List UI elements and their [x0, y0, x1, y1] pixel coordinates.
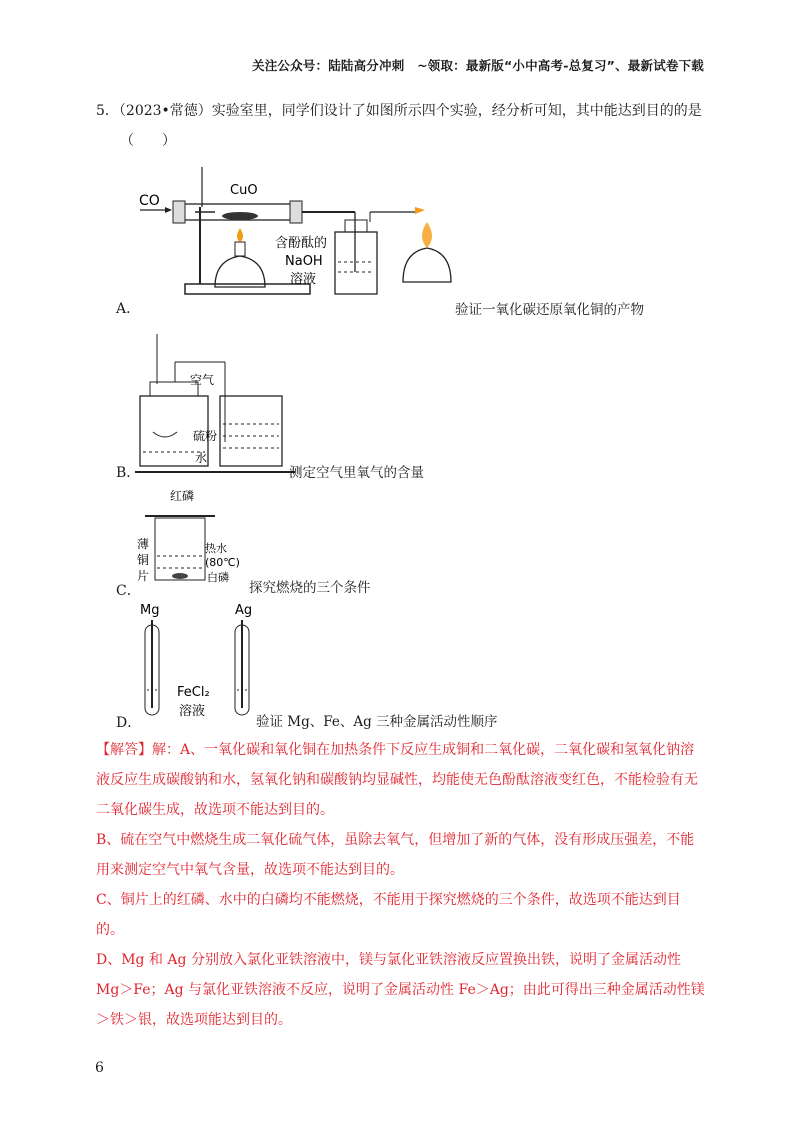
answer-paragraph-b: B、硫在空气中燃烧生成二氧化硫气体，虽除去氧气，但增加了新的气体，没有形成压强差，不能用来测定空气中氧气含量，故选项不能达到目的。: [96, 832, 695, 878]
question-text: （2023•常德）实验室里，同学们设计了如图所示四个实验，经分析可知，其中能达到目的的是: [118, 103, 702, 119]
option-d-diagram: [135, 600, 265, 720]
solution-label: 溶液: [179, 704, 206, 719]
answer-block: [96, 735, 708, 1035]
option-c-caption: 探究燃烧的三个条件: [249, 580, 371, 596]
answer-blank: （ ）: [120, 133, 176, 149]
sulfur-label: 硫粉: [193, 429, 218, 443]
answer-paragraph-a: 【解答】解：A、一氧化碳和氧化铜在加热条件下反应生成铜和二氧化碳，二氧化碳和氢氧化钠溶液反应生成碳酸钠和水，氢氧化钠和碳酸钠均显碱性，均能使无色酚酞溶液变红色，不能检验有无二氧化碳生成，故选项不能达到目的。: [96, 742, 698, 818]
option-b-caption: 测定空气里氧气的含量: [289, 465, 424, 481]
water-label: 水: [195, 451, 208, 465]
answer-tag: 【解答】: [96, 742, 152, 758]
red-p-label: 红磷: [170, 489, 195, 503]
option-d-letter: D．: [116, 715, 142, 731]
reagent-line1: 含酚酞的: [275, 236, 328, 251]
question-stem: [96, 100, 702, 120]
option-c-letter: C．: [116, 583, 141, 599]
option-b-letter: B．: [116, 465, 141, 481]
option-c-diagram: [135, 486, 275, 586]
option-a-caption: 验证一氧化碳还原氧化铜的产物: [455, 302, 644, 318]
plate-line2: 铜: [137, 553, 150, 567]
reagent-line2: NaOH: [285, 254, 323, 269]
page-number: 6: [95, 1060, 104, 1076]
answer-paragraph-c: C、铜片上的红磷、水中的白磷均不能燃烧，不能用于探究燃烧的三个条件，故选项不能达到目的。: [96, 892, 681, 938]
cuo-label: CuO: [230, 183, 258, 198]
option-d-caption: 验证 Mg、Fe、Ag 三种金属活动性顺序: [256, 714, 498, 730]
question-number: 5．: [96, 103, 119, 119]
reagent-line3: 溶液: [290, 272, 317, 287]
ag-label: Ag: [235, 603, 253, 618]
option-b-diagram: [135, 334, 295, 474]
fecl2-label: FeCl₂: [177, 685, 210, 700]
white-p-label: 白磷: [207, 571, 229, 584]
air-label: 空气: [190, 373, 215, 387]
answer-paragraph-d: D、Mg 和 Ag 分别放入氯化亚铁溶液中，镁与氯化亚铁溶液反应置换出铁，说明了金属活动性 Mg＞Fe；Ag 与氯化亚铁溶液不反应，说明了金属活动性 Fe＞Ag；由此可得出三种金属活动性镁＞铁＞银，故选项能达到目的。: [96, 952, 705, 1028]
option-a-diagram: [135, 152, 460, 302]
option-a-letter: A．: [116, 301, 141, 317]
hot-water-label: 热水: [205, 542, 227, 555]
page-header: 关注公众号：陆陆高分冲刺 ~领取：最新版“小中高考-总复习”、最新试卷下载: [252, 58, 704, 73]
mg-label: Mg: [140, 603, 160, 618]
temp-label: (80℃): [205, 556, 240, 569]
plate-line1: 薄: [137, 537, 150, 551]
plate-line3: 片: [137, 569, 150, 583]
co-label: CO: [139, 193, 160, 209]
